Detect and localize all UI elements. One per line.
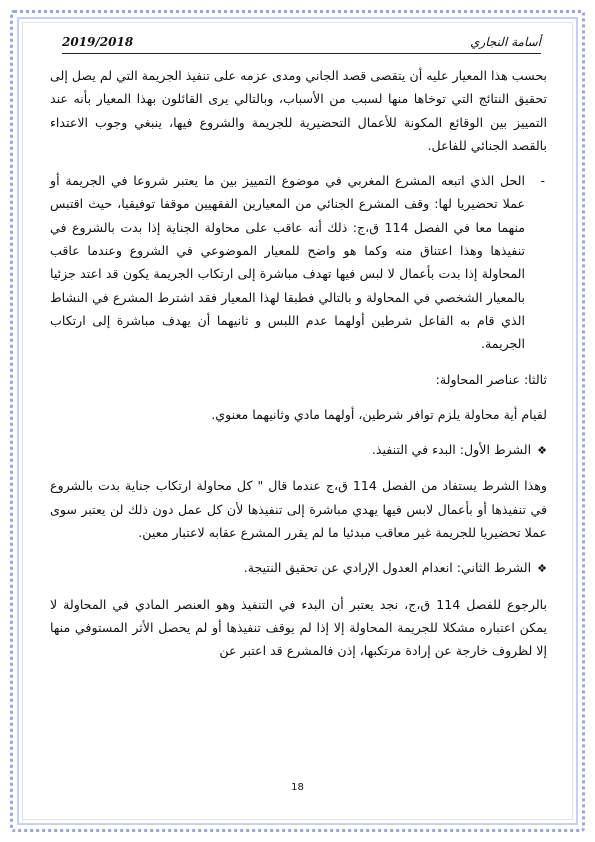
page-content	[50, 64, 547, 663]
bullet-moroccan-solution	[50, 169, 547, 355]
condition-two-heading	[50, 556, 547, 580]
dash-bullet: -	[540, 173, 545, 189]
section-heading: ثالثا: عناصر المحاولة:	[435, 371, 547, 387]
paragraph-criterion: بحسب هذا المعيار عليه أن يتقصى قصد الجاني ومدى عزمه على تنفيذ الجريمة التي لم يصل إلى تحقيق النتائج التي توخاها منها لسبب من الأسباب، وبالتالي يرى القائلون بهذا المعيار بأنه عند التمييز بين الوقائع المكونة للأعمال التحضيرية للجريمة والشروع فيها، ينبغي وجوب الاعتداء بالقصد الجنائي للفاعل.	[50, 68, 547, 153]
condition-one-heading	[50, 438, 547, 462]
header-author: أسامة النجاري	[470, 35, 541, 49]
condition-one-label: الشرط الأول: البدء في التنفيذ.	[371, 442, 532, 458]
paragraph-moroccan-solution: الحل الذي اتبعه المشرع المغربي في موضوع التمييز بين ما يعتبر شروعا في الجريمة أو عملا تحضيريا لها: وقف المشرع الجنائي من المعيارين الفقهيين موقفا توفيقيا، حيث اقتبس منهما معا في الفصل 114 ق،ج: ذلك أنه عاقب على محاولة الجناية إذا بدت بالشروع في تنفيذها وهذا اعتناق منه وكما هو واضح للمعيار الموضوعي في الشروع وعندما عاقب المحاولة إذا بدت بأعمال لا لبس فيها تهدف مباشرة إلى ارتكاب الجريمة يكون قد اعتد جزئيا بالمعيار الشخصي في المحاولة و بالتالي فطبقا لهذا المعيار فقد اشترط المشرع في النشاط الذي قام به الفاعل شرطين أولهما عدم اللبس و ثانيهما أن يهدف مباشرة إلى ارتكاب الجريمة.	[50, 173, 525, 352]
paragraph-conditions-intro: لقيام أية محاولة يلزم توافر شرطين، أولهما مادي وثانيهما معنوي.	[211, 406, 547, 422]
condition-two-label: الشرط الثاني: انعدام العدول الإرادي عن تحقيق النتيجة.	[243, 560, 532, 576]
paragraph-condition-one: وهذا الشرط يستفاد من الفصل 114 ق،ج عندما قال " كل محاولة ارتكاب جناية بدت بالشروع في تنفيذها أو بأعمال لابس فيها يهدي مباشرة إلى تنفيذها لأن كل عمل دون ذلك لن يعتبر سوى عملا تحضيريا للجريمة غير معاقب مبدئيا ما لم يقرر المشرع عقابه لاعتبار معين.	[50, 478, 547, 541]
page-number: 18	[291, 782, 304, 793]
diamond-bullet-icon: ❖	[537, 444, 547, 458]
paragraph-condition-two: بالرجوع للفصل 114 ق،ج، نجد يعتبر أن البدء في التنفيذ وهو العنصر المادي في المحاولة لا يمكن اعتباره مشكلا للجريمة المحاولة إلا إذا لم يوقف تنفيذها أو لم يحصل الأثر المستوفي منها إلا لظروف خارجة عن إرادة مرتكبها، إذن فالمشرع قد اعتبر عن	[50, 596, 547, 659]
page-header	[62, 35, 541, 54]
diamond-bullet-icon: ❖	[537, 562, 547, 576]
header-year: 2019/2018	[62, 35, 134, 49]
